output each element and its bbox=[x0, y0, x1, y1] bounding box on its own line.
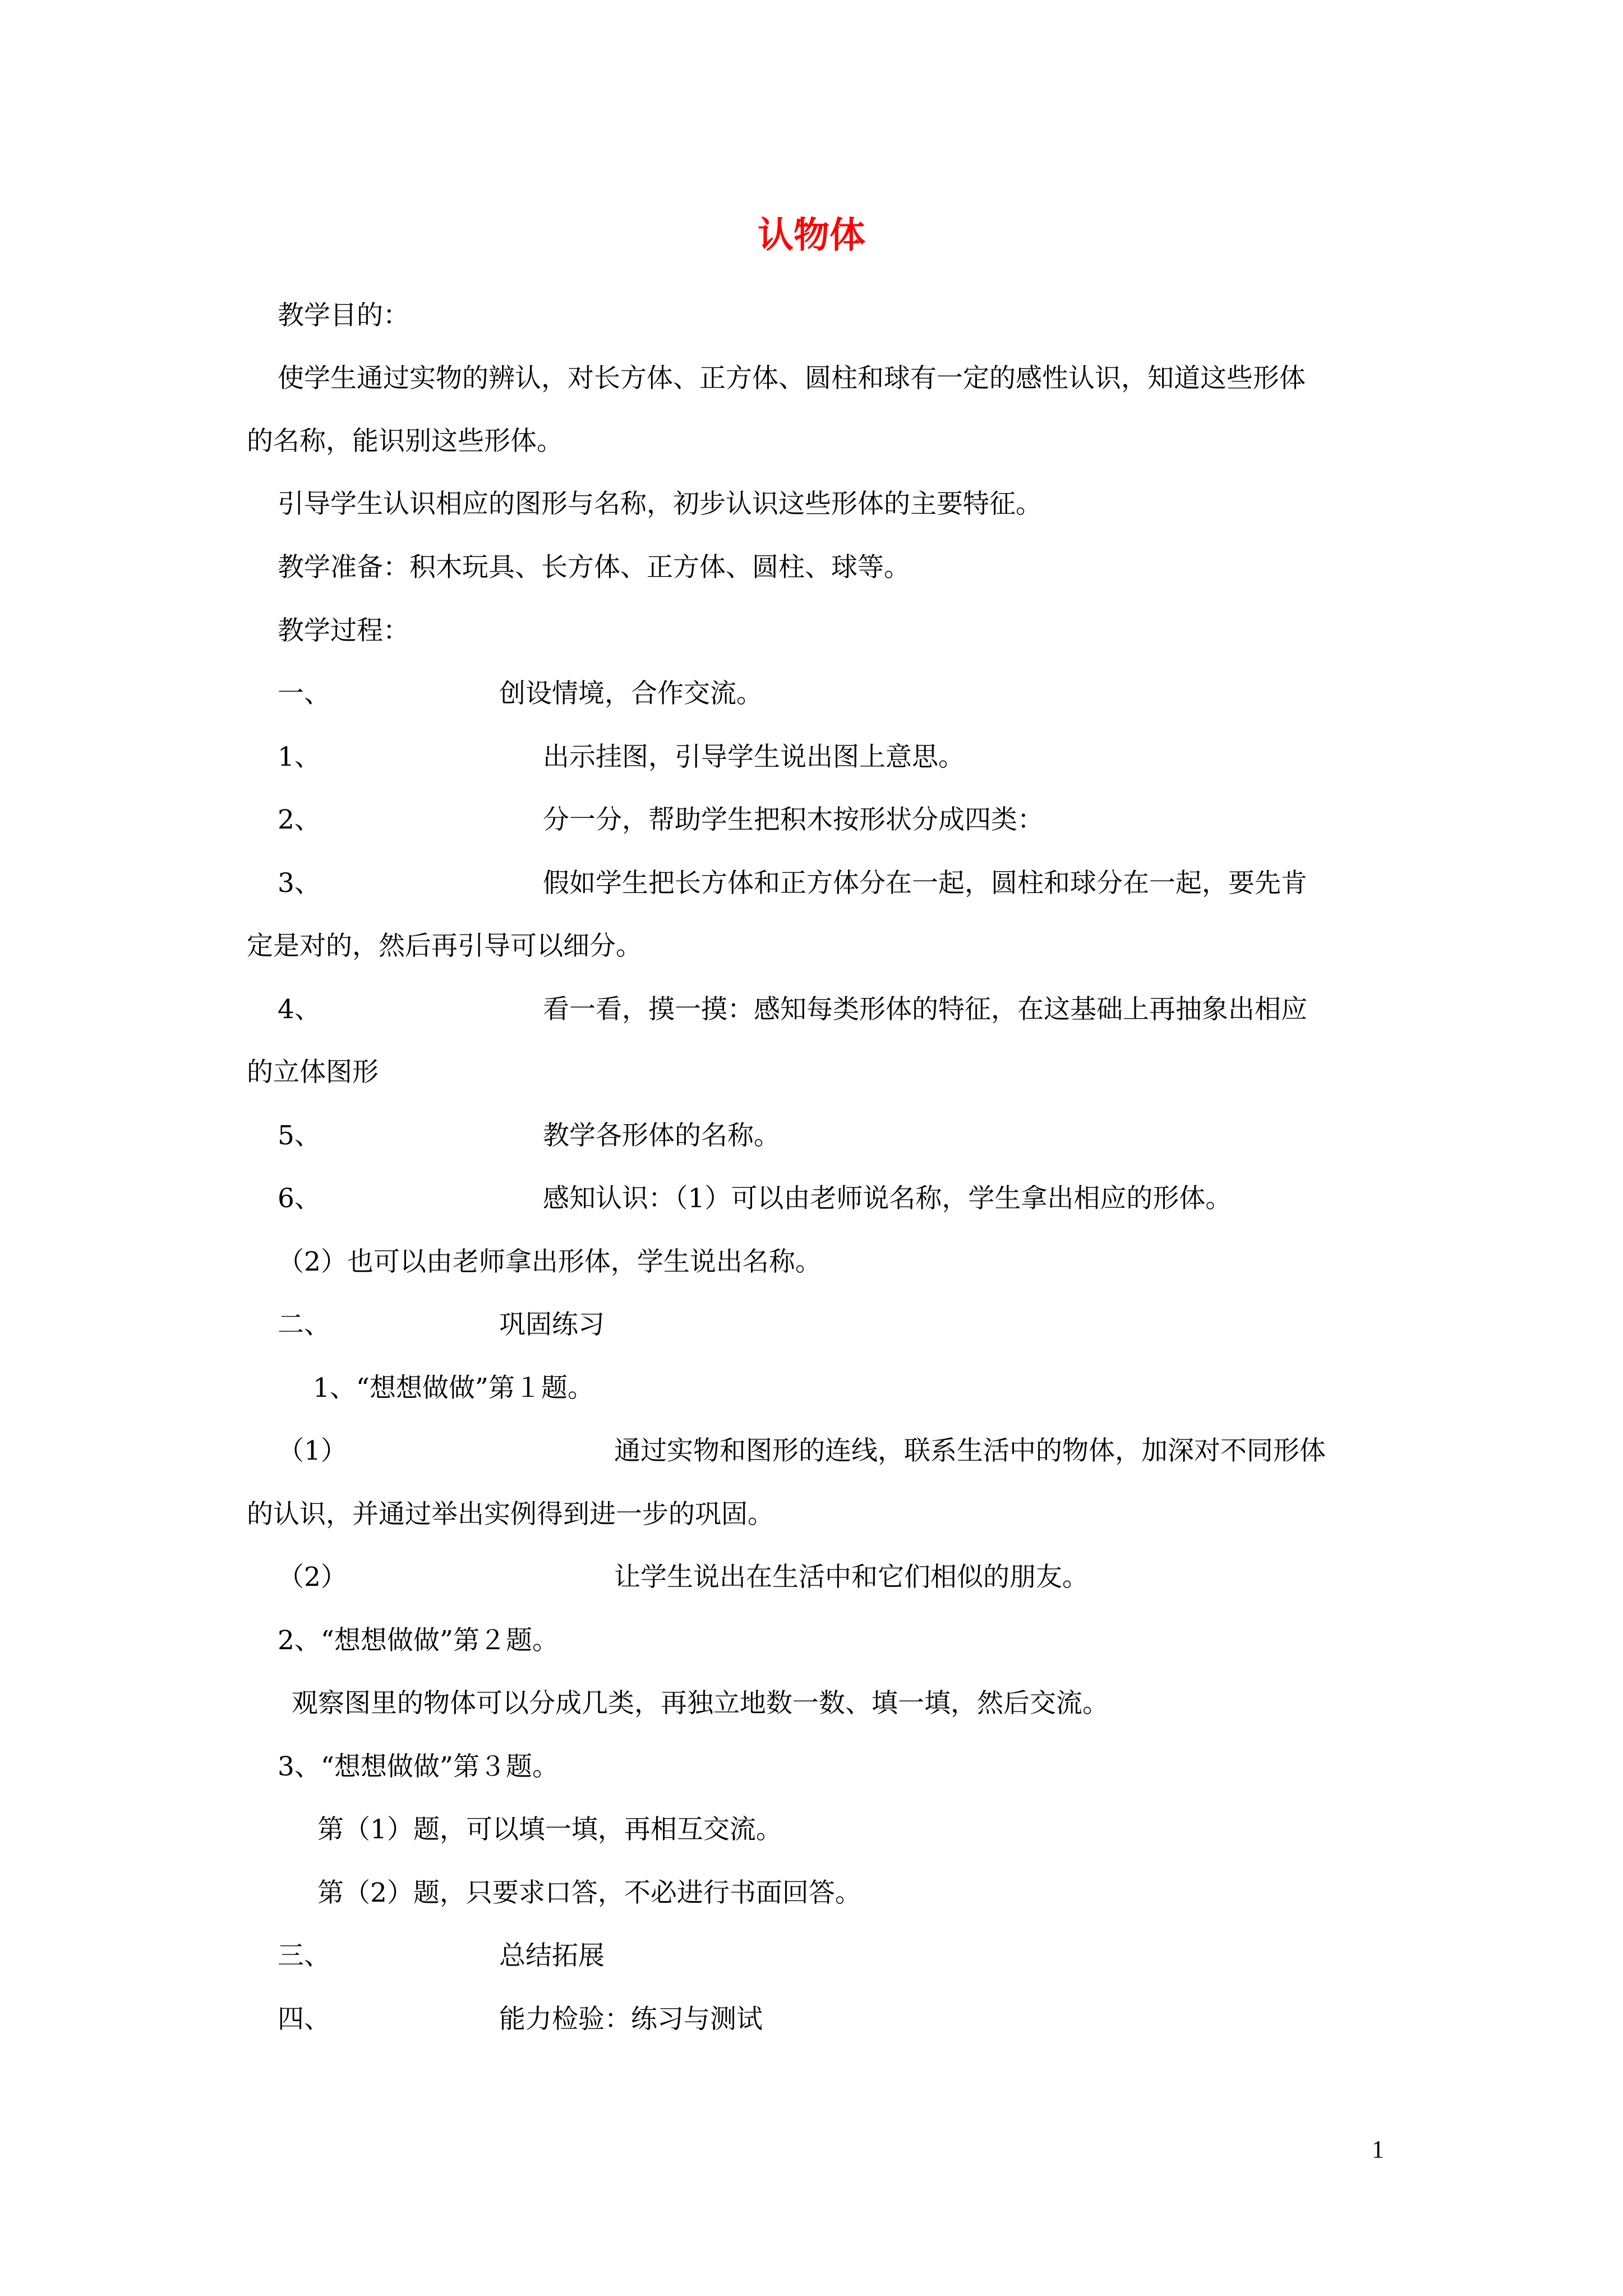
section-3-title: 总结拓展 bbox=[499, 1940, 605, 1971]
step-2-text: 分一分，帮助学生把积木按形状分成四类： bbox=[543, 804, 1044, 835]
section-4-number: 四、 bbox=[278, 2004, 330, 2035]
exercise-1-part-1-cont: 的认识，并通过举出实例得到进一步的巩固。 bbox=[247, 1499, 774, 1530]
exercise-3-part-1: 第（1）题，可以填一填，再相互交流。 bbox=[317, 1814, 782, 1845]
step-3-number: 3、 bbox=[278, 868, 321, 899]
exercise-1-part-1-text: 通过实物和图形的连线，联系生活中的物体，加深对不同形体 bbox=[614, 1435, 1326, 1466]
exercise-3-part-2: 第（2）题，只要求口答，不必进行书面回答。 bbox=[317, 1878, 861, 1908]
objective-line-1: 使学生通过实物的辨认，对长方体、正方体、圆柱和球有一定的感性认识，知道这些形体 bbox=[278, 363, 1306, 394]
objective-line-2: 引导学生认识相应的图形与名称，初步认识这些形体的主要特征。 bbox=[278, 489, 1042, 519]
objective-line-1-cont: 的名称，能识别这些形体。 bbox=[247, 426, 563, 457]
section-1-number: 一、 bbox=[278, 678, 330, 709]
section-1-title: 创设情境，合作交流。 bbox=[499, 678, 763, 709]
exercise-2-heading: 2、“想想做做”第２题。 bbox=[278, 1625, 559, 1656]
objective-heading: 教学目的： bbox=[278, 300, 409, 331]
page-title: 认物体 bbox=[758, 214, 865, 256]
exercise-1-part-2-number: （2） bbox=[278, 1562, 347, 1593]
process-heading: 教学过程： bbox=[278, 615, 409, 646]
step-6-text: 感知认识：（1）可以由老师说名称，学生拿出相应的形体。 bbox=[543, 1183, 1232, 1214]
step-6-number: 6、 bbox=[278, 1183, 321, 1214]
step-1-text: 出示挂图，引导学生说出图上意思。 bbox=[543, 742, 965, 772]
step-6-text-cont: （2）也可以由老师拿出形体，学生说出名称。 bbox=[278, 1246, 822, 1277]
step-4-number: 4、 bbox=[278, 994, 321, 1025]
exercise-3-heading: 3、“想想做做”第３题。 bbox=[278, 1751, 559, 1782]
step-2-number: 2、 bbox=[278, 804, 321, 835]
exercise-1-heading: 1、“想想做做”第１题。 bbox=[313, 1373, 594, 1404]
page-number: 1 bbox=[1372, 2136, 1384, 2163]
step-3-text-cont: 定是对的，然后再引导可以细分。 bbox=[247, 931, 642, 961]
step-4-text: 看一看，摸一摸：感知每类形体的特征，在这基础上再抽象出相应 bbox=[543, 994, 1307, 1025]
section-3-number: 三、 bbox=[278, 1940, 330, 1971]
step-5-text: 教学各形体的名称。 bbox=[543, 1120, 780, 1151]
section-4-title: 能力检验：练习与测试 bbox=[499, 2004, 763, 2035]
step-3-text: 假如学生把长方体和正方体分在一起，圆柱和球分在一起，要先肯 bbox=[543, 868, 1307, 899]
section-2-title: 巩固练习 bbox=[499, 1309, 605, 1340]
preparation-line: 教学准备：积木玩具、长方体、正方体、圆柱、球等。 bbox=[278, 552, 910, 583]
exercise-1-part-2-text: 让学生说出在生活中和它们相似的朋友。 bbox=[614, 1562, 1089, 1593]
exercise-1-part-1-number: （1） bbox=[278, 1435, 347, 1466]
exercise-2-text: 观察图里的物体可以分成几类，再独立地数一数、填一填，然后交流。 bbox=[292, 1688, 1109, 1719]
section-2-number: 二、 bbox=[278, 1309, 330, 1340]
step-1-number: 1、 bbox=[278, 742, 321, 772]
step-4-text-cont: 的立体图形 bbox=[247, 1057, 379, 1088]
step-5-number: 5、 bbox=[278, 1120, 321, 1151]
